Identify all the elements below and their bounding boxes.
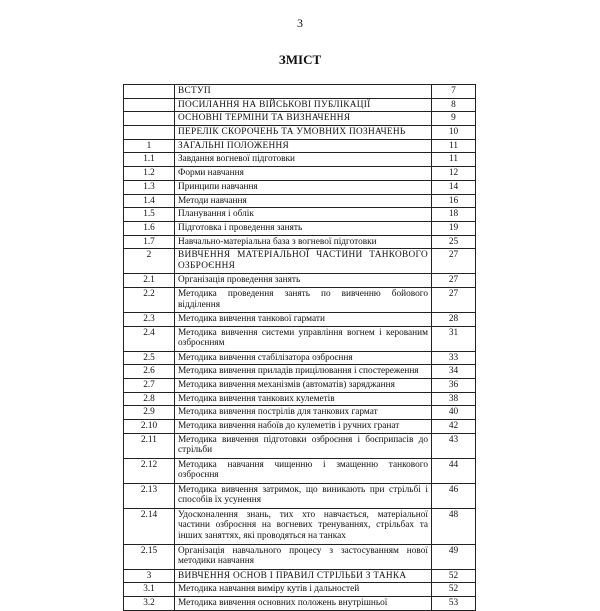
toc-section-number: 1.6 [124, 221, 175, 235]
toc-entry-title: Форми навчання [175, 167, 432, 181]
toc-entry-title: Методика вивчення механізмів (автоматів) заряджання [175, 379, 432, 393]
toc-page-number: 8 [432, 98, 476, 112]
toc-section-number: 2 [124, 249, 175, 274]
toc-row [124, 112, 476, 126]
toc-section-number: 2.15 [124, 544, 175, 569]
toc-page-number: 19 [432, 221, 476, 235]
toc-page-number: 11 [432, 153, 476, 167]
toc-section-number: 2.8 [124, 392, 175, 406]
toc-entry-title: Методика вивчення танкових кулеметів [175, 392, 432, 406]
toc-entry-title: Методика вивчення набоїв до кулеметів і ручних гранат [175, 420, 432, 434]
toc-section-number: 2.9 [124, 406, 175, 420]
toc-row [124, 326, 476, 351]
toc-row [124, 583, 476, 597]
toc-row [124, 126, 476, 140]
toc-entry-title: Методика вивчення затримок, що виникають при стрільбі і способів їх усунення [175, 483, 432, 508]
toc-section-number [124, 126, 175, 140]
toc-page-number: 53 [432, 597, 476, 611]
toc-section-number: 2.5 [124, 351, 175, 365]
toc-page-number: 38 [432, 392, 476, 406]
toc-page-number: 52 [432, 583, 476, 597]
toc-entry-title: Методика навчання чищенню і змащенню танкового озброєння [175, 458, 432, 483]
toc-row [124, 98, 476, 112]
toc-page-number: 12 [432, 167, 476, 181]
toc-entry-title: ВИВЧЕННЯ ОСНОВ І ПРАВИЛ СТРІЛЬБИ З ТАНКА [175, 569, 432, 583]
toc-entry-title: Удосконалення знань, тих хто навчається, матеріальної частини озброєння на вогневих тренуваннях, стрільбах та інших заняттях, які проводяться на танках [175, 508, 432, 544]
toc-section-number [124, 112, 175, 126]
toc-row [124, 392, 476, 406]
toc-page-number: 27 [432, 287, 476, 312]
toc-section-number: 2.1 [124, 274, 175, 288]
page-title: ЗМІСТ [278, 52, 322, 67]
toc-section-number: 1.4 [124, 194, 175, 208]
toc-section-number: 2.6 [124, 365, 175, 379]
toc-page-number: 7 [432, 85, 476, 99]
toc-entry-title: Методи навчання [175, 194, 432, 208]
toc-row [124, 194, 476, 208]
table-of-contents [123, 84, 476, 611]
toc-row [124, 483, 476, 508]
toc-page-number: 18 [432, 208, 476, 222]
toc-entry-title: Методика навчання виміру кутів і дальностей [175, 583, 432, 597]
toc-row [124, 458, 476, 483]
toc-section-number [124, 85, 175, 99]
toc-entry-title: Організація проведення занять [175, 274, 432, 288]
toc-row [124, 544, 476, 569]
toc-page-number: 36 [432, 379, 476, 393]
toc-entry-title: Методика вивчення приладів прицілювання і спостереження [175, 365, 432, 379]
toc-section-number: 1.5 [124, 208, 175, 222]
toc-entry-title: Методика вивчення стабілізатора озброєння [175, 351, 432, 365]
toc-page-number: 27 [432, 249, 476, 274]
toc-section-number: 3.1 [124, 583, 175, 597]
toc-page-number: 33 [432, 351, 476, 365]
toc-section-number: 1.7 [124, 235, 175, 249]
toc-section-number: 2.2 [124, 287, 175, 312]
toc-section-number: 2.10 [124, 420, 175, 434]
toc-section-number: 2.12 [124, 458, 175, 483]
toc-page-number: 34 [432, 365, 476, 379]
toc-page-number: 43 [432, 433, 476, 458]
toc-page-number: 10 [432, 126, 476, 140]
toc-section-number: 2.4 [124, 326, 175, 351]
toc-row [124, 406, 476, 420]
toc-row [124, 569, 476, 583]
toc-page-number: 44 [432, 458, 476, 483]
toc-entry-title: ВИВЧЕННЯ МАТЕРІАЛЬНОЇ ЧАСТИНИ ТАНКОВОГО ОЗБРОЄННЯ [175, 249, 432, 274]
toc-page-number: 52 [432, 569, 476, 583]
toc-row [124, 508, 476, 544]
toc-page-number: 42 [432, 420, 476, 434]
toc-entry-title: Методика вивчення системи управління вогнем і керованим озброєнням [175, 326, 432, 351]
toc-page-number: 25 [432, 235, 476, 249]
toc-entry-title: Підготовка і проведення занять [175, 221, 432, 235]
toc-row [124, 235, 476, 249]
toc-page-number: 40 [432, 406, 476, 420]
toc-row [124, 208, 476, 222]
toc-page-number: 31 [432, 326, 476, 351]
toc-section-number: 1.1 [124, 153, 175, 167]
toc-entry-title: Методика вивчення пострілів для танкових гармат [175, 406, 432, 420]
toc-entry-title: Методика проведення занять по вивченню бойового відділення [175, 287, 432, 312]
toc-section-number: 1 [124, 139, 175, 153]
toc-section-number: 1.3 [124, 180, 175, 194]
toc-page-number: 28 [432, 312, 476, 326]
toc-row [124, 379, 476, 393]
toc-row [124, 167, 476, 181]
toc-page-number: 11 [432, 139, 476, 153]
toc-row [124, 180, 476, 194]
toc-entry-title: Методика вивчення підготовки озброєння і боєприпасів до стрільби [175, 433, 432, 458]
toc-entry-title: Принципи навчання [175, 180, 432, 194]
toc-section-number: 3 [124, 569, 175, 583]
toc-entry-title: ОСНОВНІ ТЕРМІНИ ТА ВИЗНАЧЕННЯ [175, 112, 432, 126]
toc-section-number: 2.3 [124, 312, 175, 326]
toc-row [124, 312, 476, 326]
toc-section-number [124, 98, 175, 112]
toc-row [124, 597, 476, 611]
toc-entry-title: ЗАГАЛЬНІ ПОЛОЖЕННЯ [175, 139, 432, 153]
toc-entry-title: Завдання вогневої підготовки [175, 153, 432, 167]
toc-body [124, 85, 476, 611]
toc-page-number: 9 [432, 112, 476, 126]
toc-section-number: 2.14 [124, 508, 175, 544]
toc-page-number: 46 [432, 483, 476, 508]
toc-section-number: 2.7 [124, 379, 175, 393]
toc-row [124, 433, 476, 458]
toc-row [124, 351, 476, 365]
toc-row [124, 420, 476, 434]
toc-entry-title: Методика вивчення основних положень внутрішньої [175, 597, 432, 611]
toc-page-number: 49 [432, 544, 476, 569]
toc-row [124, 287, 476, 312]
toc-section-number: 2.13 [124, 483, 175, 508]
toc-row [124, 365, 476, 379]
toc-page-number: 14 [432, 180, 476, 194]
toc-entry-title: Організація навчального процесу з застосуванням нової методики навчання [175, 544, 432, 569]
toc-section-number: 1.2 [124, 167, 175, 181]
toc-entry-title: ПЕРЕЛІК СКОРОЧЕНЬ ТА УМОВНИХ ПОЗНАЧЕНЬ [175, 126, 432, 140]
toc-section-number: 2.11 [124, 433, 175, 458]
toc-entry-title: Навчально-матеріальна база з вогневої підготовки [175, 235, 432, 249]
toc-row [124, 139, 476, 153]
toc-row [124, 274, 476, 288]
toc-entry-title: ПОСИЛАННЯ НА ВІЙСЬКОВІ ПУБЛІКАЦІЇ [175, 98, 432, 112]
toc-row [124, 221, 476, 235]
toc-page-number: 48 [432, 508, 476, 544]
toc-entry-title: ВСТУП [175, 85, 432, 99]
toc-page-number: 16 [432, 194, 476, 208]
toc-entry-title: Планування і облік [175, 208, 432, 222]
toc-section-number: 3.2 [124, 597, 175, 611]
toc-page-number: 27 [432, 274, 476, 288]
toc-entry-title: Методика вивчення танкової гармати [175, 312, 432, 326]
toc-row [124, 153, 476, 167]
toc-row [124, 249, 476, 274]
toc-row [124, 85, 476, 99]
page-number: 3 [297, 16, 303, 30]
